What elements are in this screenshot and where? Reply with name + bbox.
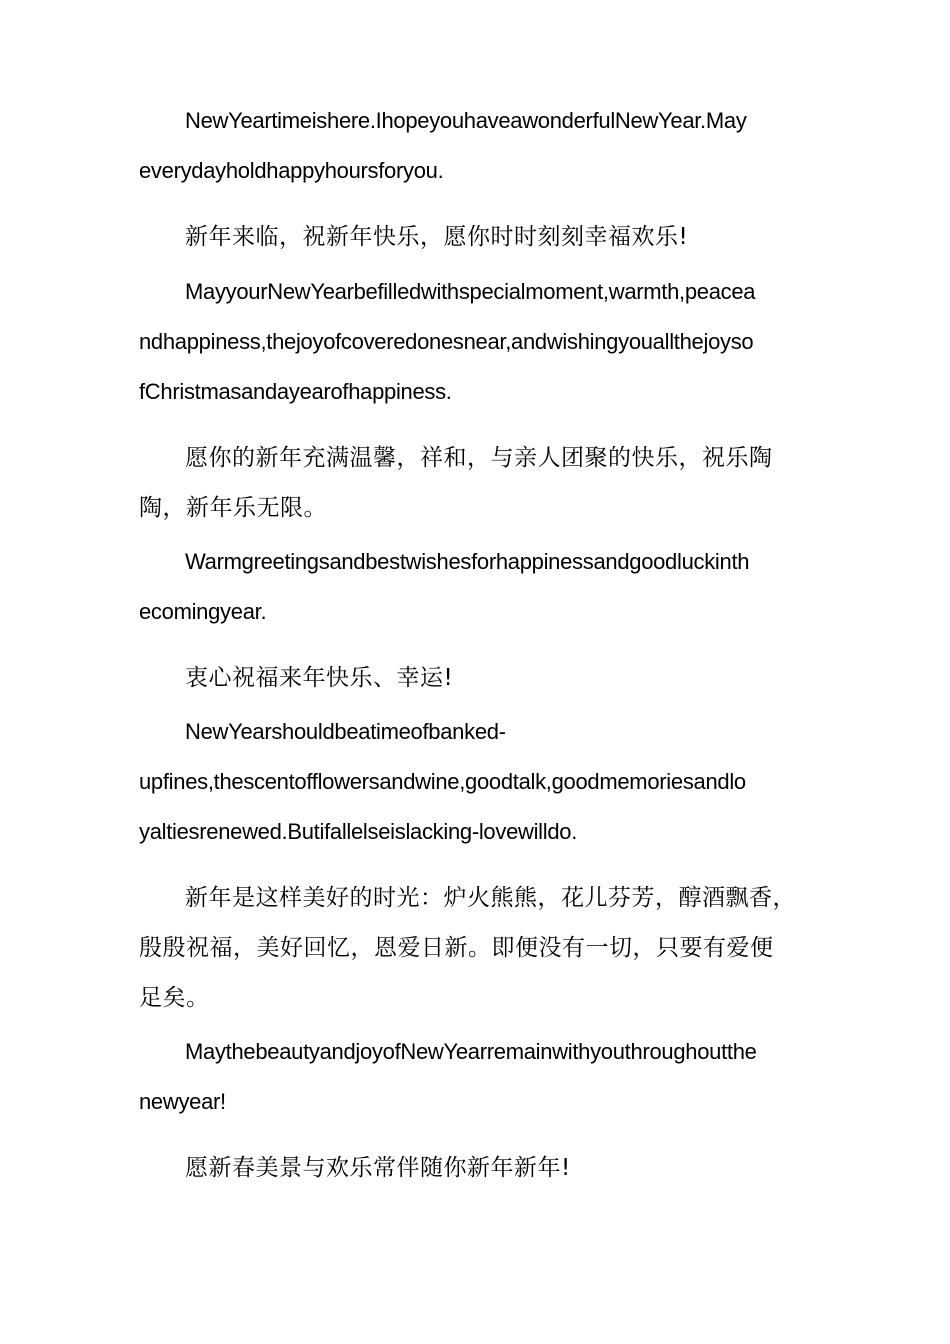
paragraph-3-line-1: MayyourNewYearbefilledwithspecialmoment,warmth,peacea — [185, 279, 756, 304]
paragraph-4-line-1: 愿你的新年充满温馨，祥和，与亲人团聚的快乐，祝乐陶 — [185, 445, 773, 471]
paragraph-1-line-2: everydayholdhappyhoursforyou. — [139, 158, 444, 183]
paragraph-3-line-2: ndhappiness,thejoyofcoveredonesnear,andwishingyouallthejoyso — [139, 329, 754, 354]
paragraph-6-line-1: 衷心祝福来年快乐、幸运! — [185, 665, 454, 691]
paragraph-4-line-2: 陶，新年乐无限。 — [139, 495, 327, 521]
paragraph-5-line-2: ecomingyear. — [139, 599, 267, 624]
paragraph-2-line-1: 新年来临，祝新年快乐，愿你时时刻刻幸福欢乐! — [185, 224, 689, 250]
paragraph-1-line-1: NewYeartimeishere.IhopeyouhaveawonderfulNewYear.May — [185, 108, 747, 133]
paragraph-9-line-1: MaythebeautyandjoyofNewYearremainwithyouthroughoutthe — [185, 1039, 757, 1064]
paragraph-7-line-3: yaltiesrenewed.Butifallelseislacking-lovewilldo. — [139, 819, 578, 844]
paragraph-8-line-1: 新年是这样美好的时光：炉火熊熊，花儿芬芳，醇酒飘香， — [185, 885, 796, 911]
paragraph-3-line-3: fChristmasandayearofhappiness. — [139, 379, 452, 404]
paragraph-8-line-2: 殷殷祝福，美好回忆，恩爱日新。即便没有一切，只要有爱便 — [139, 935, 774, 961]
paragraph-5-line-1: Warmgreetingsandbestwishesforhappinessandgoodluckinth — [185, 549, 750, 574]
paragraph-7-line-1: NewYearshouldbeatimeofbanked- — [185, 719, 506, 744]
paragraph-7-line-2: upfines,thescentofflowersandwine,goodtalk,goodmemoriesandlo — [139, 769, 746, 794]
paragraph-10-line-1: 愿新春美景与欢乐常伴随你新年新年! — [185, 1155, 571, 1181]
paragraph-9-line-2: newyear! — [139, 1089, 226, 1114]
paragraph-8-line-3: 足矣。 — [139, 985, 210, 1011]
